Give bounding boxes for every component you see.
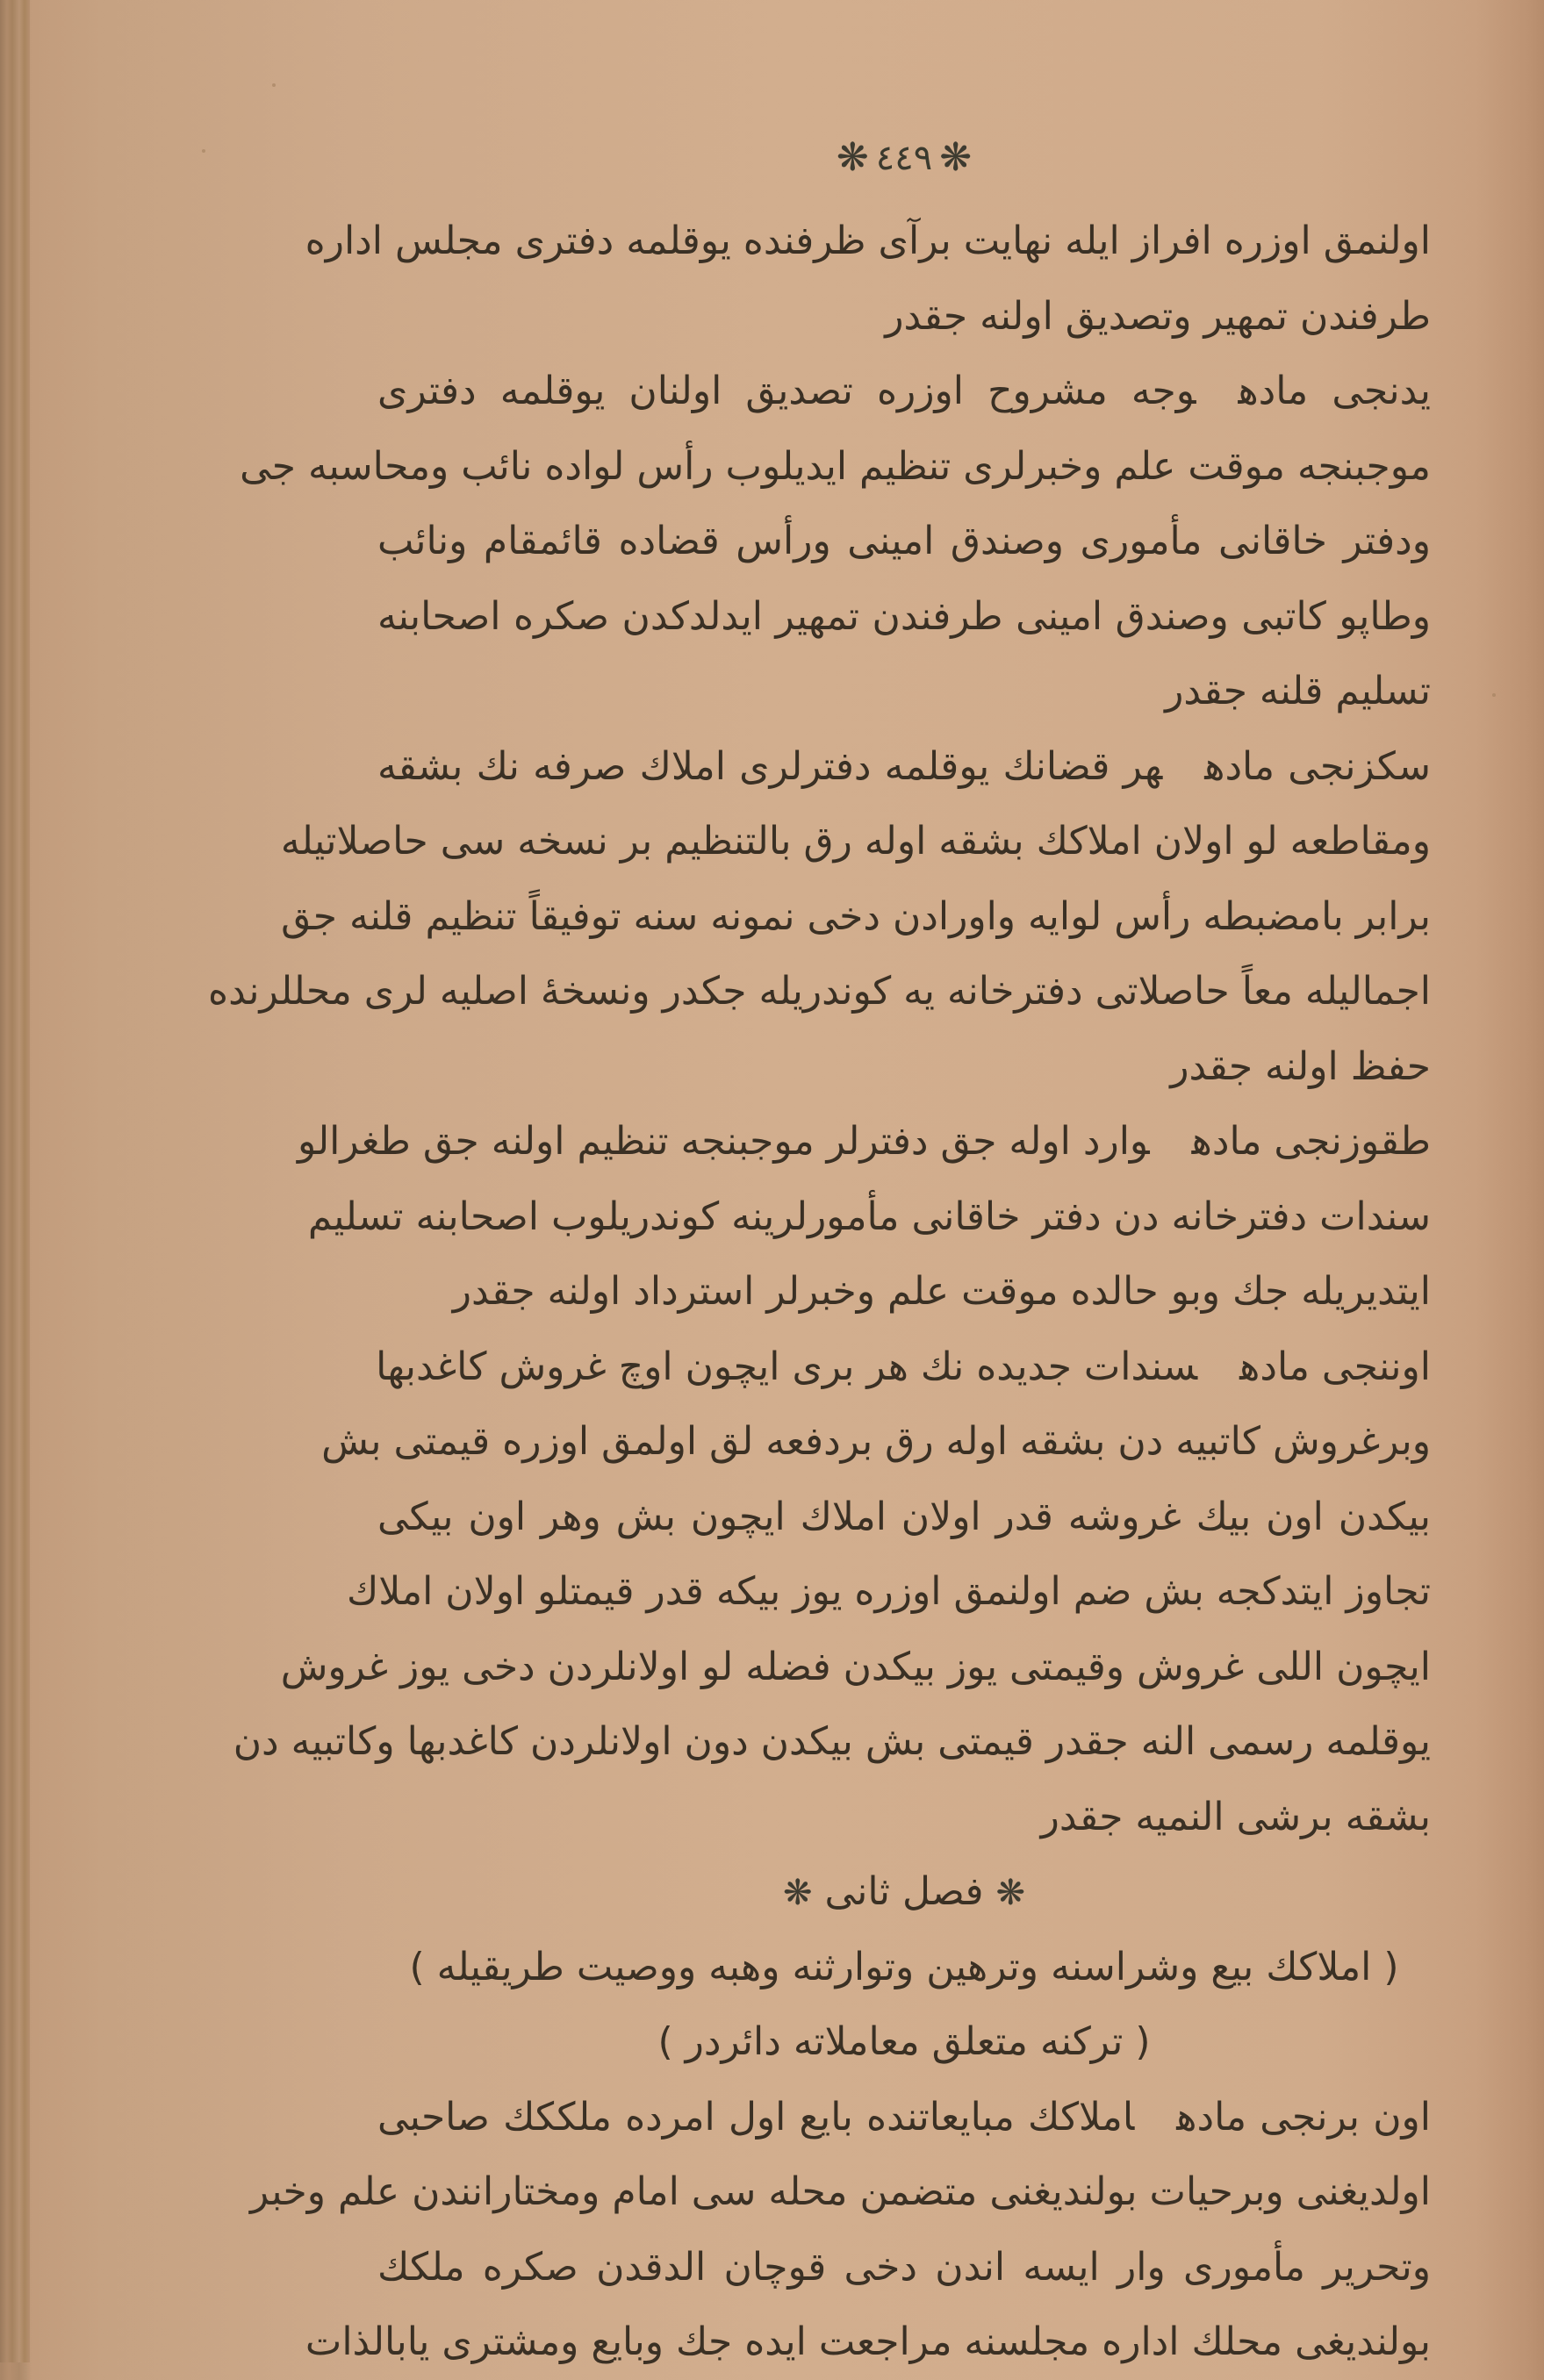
text-line bbox=[377, 2230, 1431, 2305]
page-body bbox=[208, 204, 1432, 2380]
line-text: بولنديغى محلك اداره مجلسنه مراجعت ايده جك وبايع ومشترى يابالذات bbox=[305, 2319, 1431, 2364]
text-line bbox=[377, 1480, 1431, 1555]
article-10-line bbox=[377, 1330, 1431, 1405]
text-line bbox=[321, 1404, 1431, 1480]
line-text: تجاوز ايتدكجه بش ضم اولنمق اوزره يوز بيكه قدر قيمتلو اولان املاك bbox=[346, 1569, 1431, 1614]
line-text: ومقاطعه لو اولان املاكك بشقه اوله رق بالتنظيم بر نسخه سى حاصلاتيله bbox=[280, 819, 1431, 864]
line-text: سندات دفترخانه دن دفتر خاقانى مأمورلرينه كوندريلوب اصحابنه تسليم bbox=[307, 1194, 1431, 1239]
section-title-text: فصل ثانى bbox=[824, 1869, 984, 1914]
line-text: وتحرير مأمورى وار ايسه اندن دخى قوچان الدقدن صكره ملكك bbox=[377, 2244, 1431, 2290]
line-text: بيكدن اون بيك غروشه قدر اولان املاك ايچون بش وهر اون بيكى bbox=[377, 1494, 1431, 1539]
line-text: اولنمق اوزره افراز ايله نهايت برآى ظرفنده يوقلمه دفترى مجلس اداره bbox=[305, 219, 1431, 263]
text-line bbox=[377, 1780, 1431, 1855]
ornament-icon: ❋ bbox=[995, 1873, 1026, 1913]
line-text: اولديغنى وبرحيات بولنديغنى متضمن محله سى امام ومختارانندن علم وخبر bbox=[250, 2169, 1431, 2214]
text-line bbox=[233, 1704, 1431, 1780]
book-spine-edge bbox=[0, 0, 30, 2362]
article-heading: اون برنجى ماده bbox=[1176, 2094, 1431, 2140]
paper-speck bbox=[202, 149, 205, 153]
ornament-icon: ❋ bbox=[782, 1873, 813, 1913]
article-heading: سكزنجى ماده bbox=[1204, 743, 1431, 789]
text-line bbox=[346, 1554, 1431, 1630]
section-title bbox=[377, 1854, 1431, 1930]
section-subtitle bbox=[377, 1930, 1431, 2005]
article-7-line bbox=[377, 354, 1431, 429]
ornament-left-icon: ❋ bbox=[836, 135, 869, 180]
line-text: موجبنجه موقت علم وخبرلرى تنظيم ايديلوب رأس لواده نائب ومحاسبه جى bbox=[240, 443, 1431, 489]
text-line bbox=[377, 1254, 1431, 1330]
ornament-right-icon: ❋ bbox=[939, 135, 973, 180]
line-text: املاكك مبايعاتنده بايع اول امرده ملككك صاحبى bbox=[377, 2094, 1135, 2140]
line-text: ايچون اللى غروش وقيمتى يوز بيكدن فضله لو اولانلردن دخى يوز غروش bbox=[280, 1644, 1431, 1689]
line-text: اجماليله معاً حاصلاتى دفترخانه يه كوندريله جكدر ونسخهٔ اصليه لرى محللرنده bbox=[208, 969, 1431, 1014]
paper-speck bbox=[272, 83, 276, 87]
text-line bbox=[377, 504, 1431, 579]
line-text: سندات جديده نك هر برى ايچون اوچ غروش كاغدبها bbox=[376, 1344, 1198, 1389]
text-line bbox=[208, 954, 1431, 1029]
section-subtitle bbox=[377, 2004, 1431, 2080]
line-text: هر قضانك يوقلمه دفترلرى املاك صرفه نك بشقه bbox=[377, 743, 1163, 789]
text-line bbox=[377, 654, 1431, 729]
article-heading: اوننجى ماده bbox=[1239, 1344, 1431, 1389]
page-number: ٤٤٩ bbox=[875, 138, 933, 178]
article-heading: طقوزنجى ماده bbox=[1191, 1119, 1431, 1164]
line-text: وطاپو كاتبى وصندق امينى طرفندن تمهير ايدلدكدن صكره اصحابنه bbox=[377, 593, 1431, 639]
text-line bbox=[280, 804, 1431, 879]
line-text: ايتديريله جك وبو حالده موقت علم وخبرلر استرداد اولنه جقدر bbox=[452, 1269, 1431, 1314]
text-line bbox=[280, 1630, 1431, 1705]
text-line bbox=[377, 279, 1431, 355]
subtitle-text: ( املاكك بيع وشراسنه وترهين وتوارثنه وهبه ووصيت طريقيله ) bbox=[409, 1944, 1399, 1989]
article-9-line bbox=[297, 1104, 1431, 1179]
text-line bbox=[250, 2154, 1431, 2230]
text-line bbox=[307, 1179, 1431, 1255]
line-text: وبرغروش كاتبيه دن بشقه اوله رق بردفعه لق اولمق اوزره قيمتى بش bbox=[321, 1419, 1431, 1464]
article-11-line bbox=[377, 2080, 1431, 2155]
page-number-header bbox=[377, 123, 1431, 193]
text-line bbox=[377, 579, 1431, 655]
line-text: طرفندن تمهير وتصديق اولنه جقدر bbox=[885, 293, 1431, 339]
text-line bbox=[281, 879, 1431, 955]
article-heading: يدنجى ماده bbox=[1238, 369, 1432, 413]
line-text: تسليم قلنه جقدر bbox=[1165, 669, 1431, 713]
text-line bbox=[305, 2305, 1431, 2380]
line-text: وجه مشروح اوزره تصديق اولنان يوقلمه دفترى bbox=[377, 369, 1196, 413]
line-text: برابر بامضبطه رأس لوايه واورادن دخى نمونه سنه توفيقاً تنظيم قلنه جق bbox=[281, 893, 1431, 939]
line-text: ودفتر خاقانى مأمورى وصندق امينى ورأس قضاده قائمقام ونائب bbox=[377, 519, 1431, 563]
line-text: يوقلمه رسمى النه جقدر قيمتى بش بيكدن دون اولانلردن كاغدبها وكاتبيه دن bbox=[233, 1719, 1431, 1764]
paper-speck bbox=[1492, 693, 1496, 697]
text-line bbox=[377, 1029, 1431, 1105]
article-8-line bbox=[377, 729, 1431, 805]
line-text: بشقه برشى النميه جقدر bbox=[1040, 1794, 1431, 1839]
line-text: حفظ اولنه جقدر bbox=[1170, 1043, 1431, 1089]
text-line bbox=[240, 429, 1431, 505]
line-text: وارد اوله جق دفترلر موجبنجه تنظيم اولنه جق طغرالو bbox=[297, 1119, 1150, 1164]
text-line bbox=[305, 204, 1431, 279]
subtitle-text: ( تركنه متعلق معاملاته دائردر ) bbox=[657, 2019, 1151, 2064]
